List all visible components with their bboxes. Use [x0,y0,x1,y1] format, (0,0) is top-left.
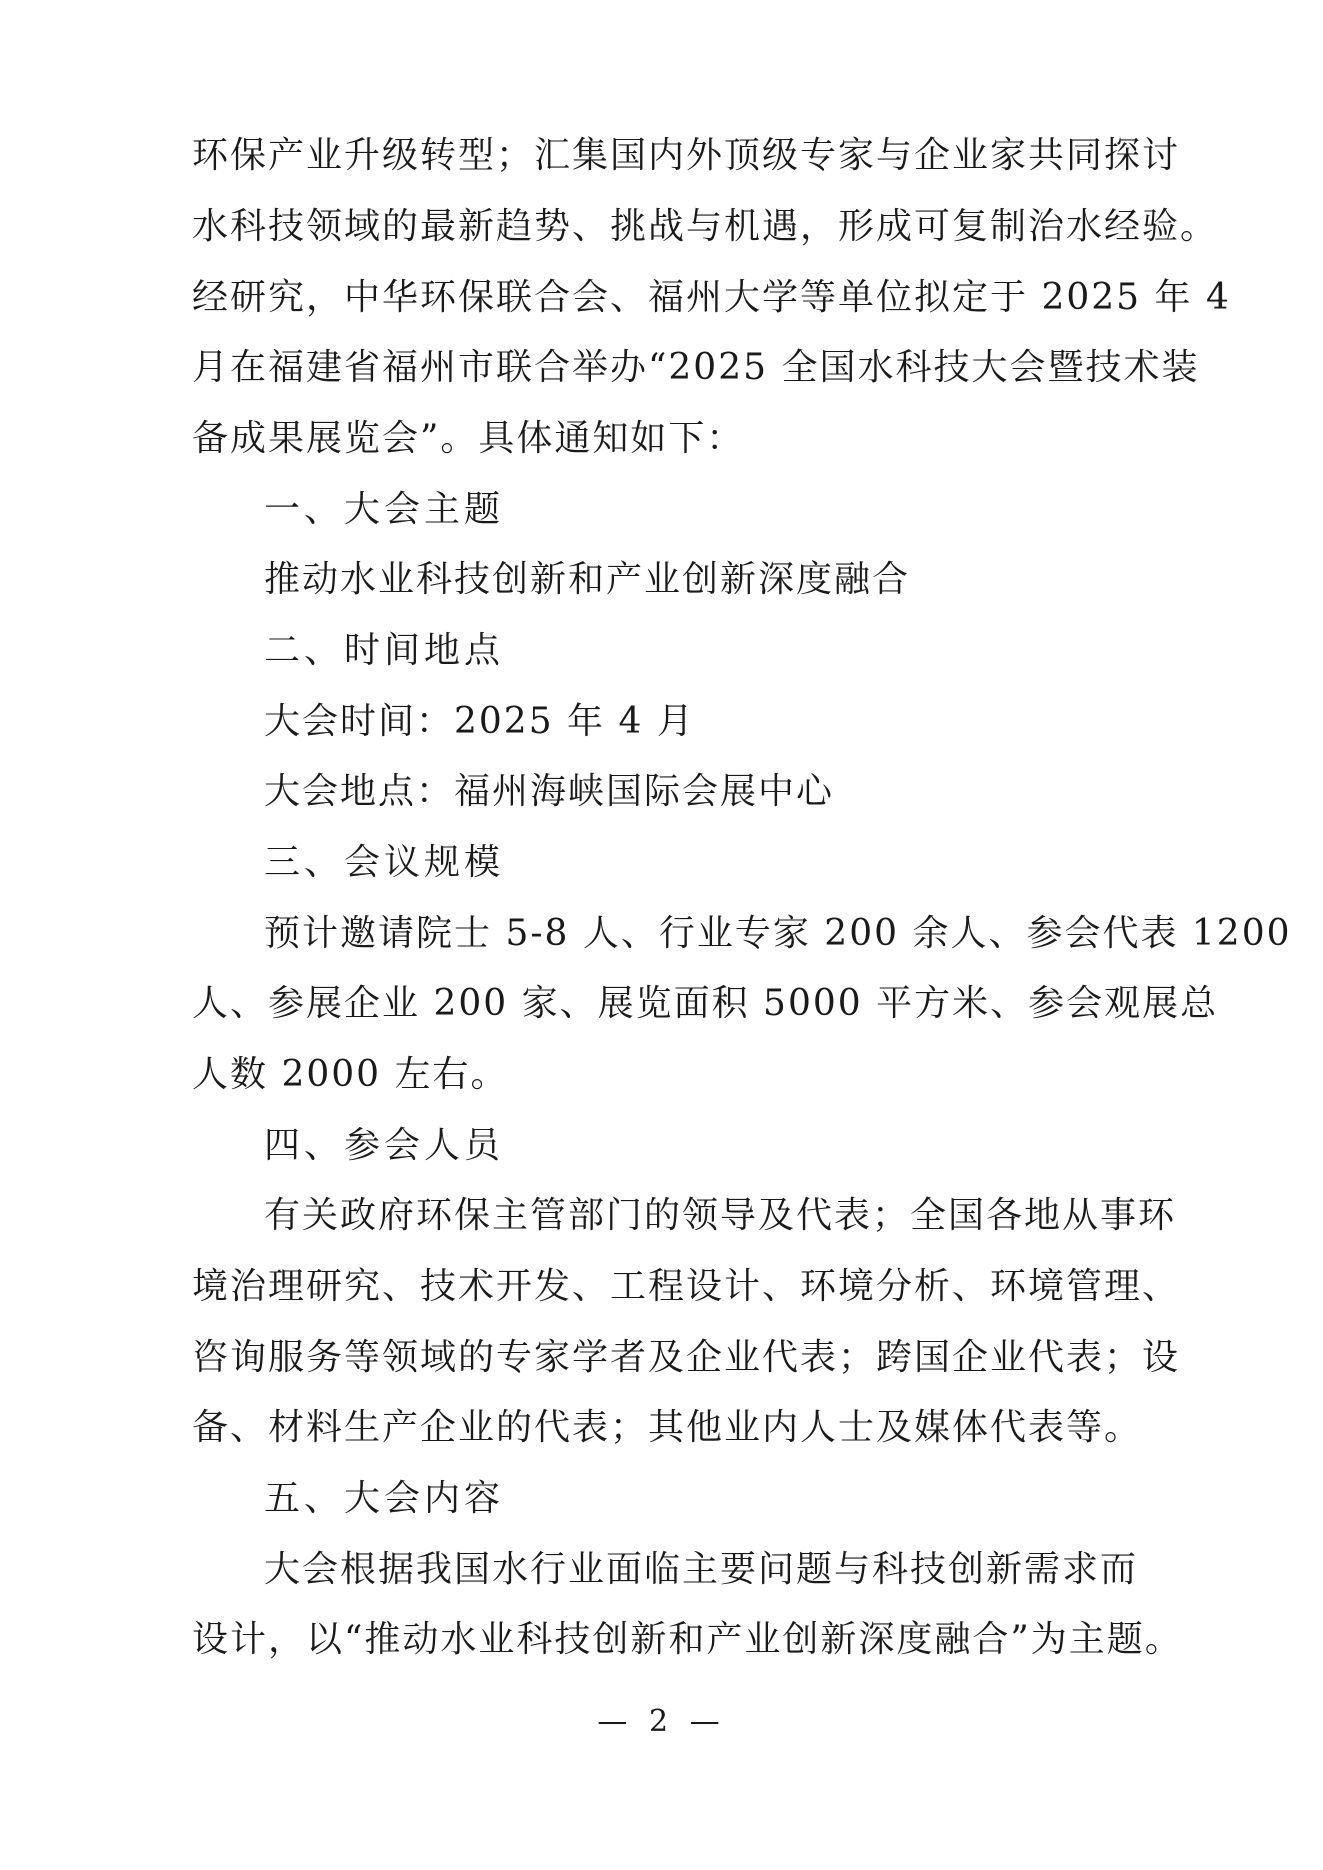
body-text-line: 备、材料生产企业的代表；其他业内人士及媒体代表等。 [192,1407,1143,1448]
section-heading-time-place: 二、时间地点 [264,630,505,671]
body-text-line: 有关政府环保主管部门的领导及代表；全国各地从事环 [264,1195,1177,1236]
body-text-line: 备成果展览会”。具体通知如下： [192,418,745,459]
body-text-line: 月在福建省福州市联合举办“2025 全国水科技大会暨技术装 [192,347,1200,388]
body-text-line: 人、参展企业 200 家、展览面积 5000 平方米、参会观展总 [192,983,1219,1024]
body-text-line: 人数 2000 左右。 [192,1054,509,1095]
section-heading-attendees: 四、参会人员 [264,1125,505,1166]
section-heading-scale: 三、会议规模 [264,842,505,883]
body-text-line: 水科技领域的最新趋势、挑战与机遇，形成可复制治水经验。 [192,206,1219,247]
body-text-line: 环保产业升级转型；汇集国内外顶级专家与企业家共同探讨 [192,135,1181,176]
conference-venue: 大会地点：福州海峡国际会展中心 [264,771,835,812]
body-text-line: 预计邀请院士 5-8 人、行业专家 200 余人、参会代表 1200 [264,913,1292,954]
page-number: — 2 — [597,1704,726,1739]
body-text-line: 境治理研究、技术开发、工程设计、环境分析、环境管理、 [192,1266,1181,1307]
theme-text: 推动水业科技创新和产业创新深度融合 [264,559,911,600]
section-heading-content: 五、大会内容 [264,1478,505,1519]
body-text-line: 咨询服务等领域的专家学者及企业代表；跨国企业代表；设 [192,1337,1181,1378]
body-text-line: 设计，以“推动水业科技创新和产业创新深度融合”为主题。 [192,1619,1183,1660]
conference-time: 大会时间：2025 年 4 月 [264,701,695,742]
body-text-line: 经研究，中华环保联合会、福州大学等单位拟定于 2025 年 4 [192,277,1231,318]
section-heading-theme: 一、大会主题 [264,489,505,530]
body-text-line: 大会根据我国水行业面临主要问题与科技创新需求而 [264,1549,1139,1590]
